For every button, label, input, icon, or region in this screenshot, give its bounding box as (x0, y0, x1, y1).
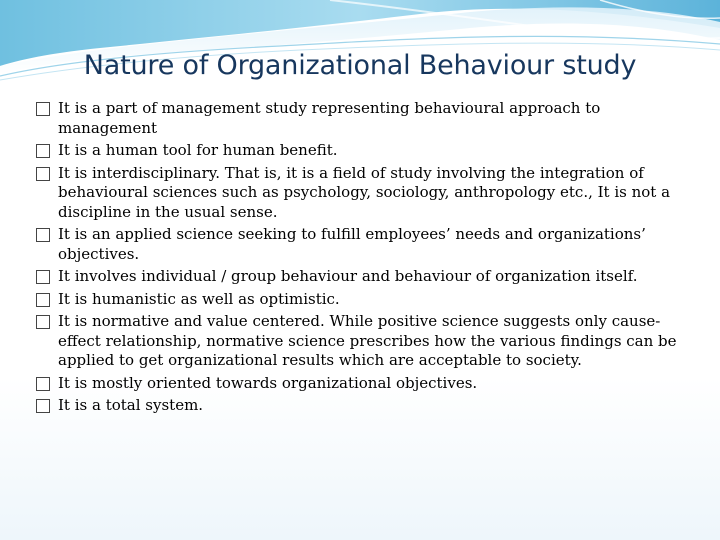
bullet-item (36, 290, 686, 310)
bullet-item (36, 267, 686, 287)
square-bullet-icon (36, 270, 50, 284)
slide-title: Nature of Organizational Behaviour study (83, 50, 637, 81)
square-bullet-icon (36, 167, 50, 181)
bullet-text: It is humanistic as well as optimistic. (58, 289, 340, 308)
square-bullet-icon (36, 144, 50, 158)
square-bullet-icon (36, 102, 50, 116)
bullet-text: It is interdisciplinary. That is, it is a field of study involving the integration of behavioural sciences such as psychology, sociology, anthropology etc., It is not a discipline in the usual sense. (58, 163, 671, 221)
bullet-item (36, 396, 686, 416)
bullet-text: It is mostly oriented towards organizational objectives. (58, 373, 478, 392)
bullet-item (36, 225, 686, 264)
bullet-text: It is a part of management study representing behavioural approach to management (58, 99, 601, 137)
bullet-item (36, 374, 686, 394)
square-bullet-icon (36, 315, 50, 329)
bullet-text: It is an applied science seeking to fulfill employees’ needs and organizations’ objectives. (58, 225, 646, 263)
bullet-item (36, 164, 686, 223)
square-bullet-icon (36, 228, 50, 242)
bullet-text: It involves individual / group behaviour and behaviour of organization itself. (58, 267, 638, 285)
bullet-item (36, 141, 686, 161)
bullet-text: It is normative and value centered. While positive science suggests only cause-effect relationship, normative science prescribes how the various findings can be applied to get organizational results which are acceptable to society. (58, 312, 677, 369)
bullet-text: It is a total system. (58, 396, 204, 414)
bullet-list (36, 99, 686, 419)
square-bullet-icon (36, 293, 50, 307)
bullet-text: It is a human tool for human benefit. (58, 141, 338, 159)
bullet-item (36, 312, 686, 371)
square-bullet-icon (36, 377, 50, 391)
square-bullet-icon (36, 399, 50, 413)
bullet-item (36, 99, 686, 138)
